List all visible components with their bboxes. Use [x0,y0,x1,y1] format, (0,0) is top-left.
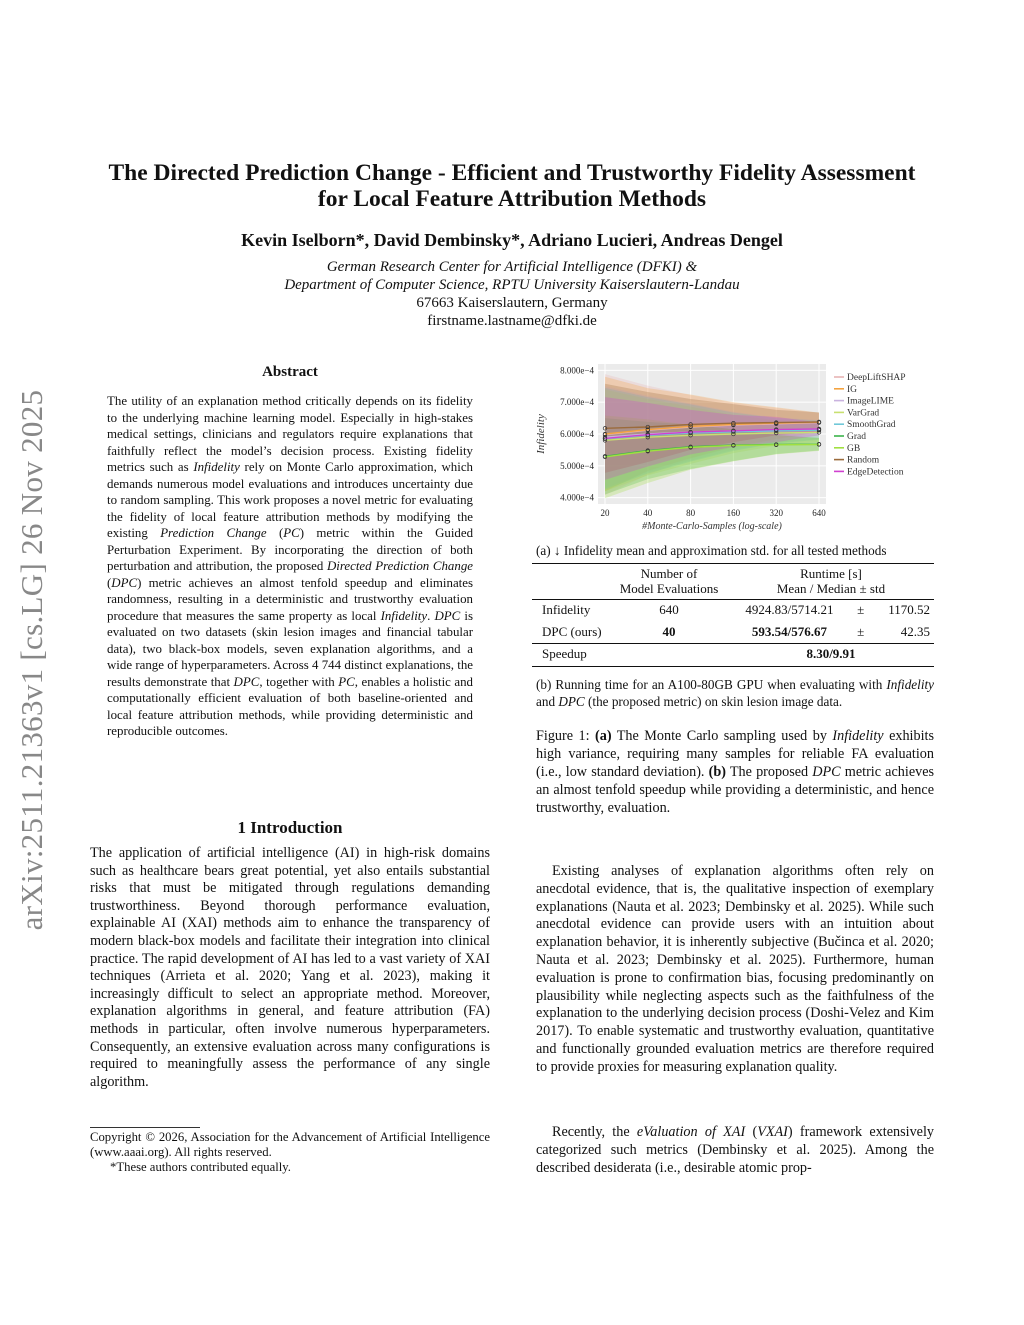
abstract-text: The utility of an explanation method critically depends on its fidelity to the underlying machine learning model. Especially in high-stakes medical settings, clinicians and regulators require explanations that faithfully reflect the model’s decision process. Existing fidelity metrics such as Infidelity rely on Monte Carlo approximation, which demands numerous model evaluations and introduces uncertainty due to random sampling. This work proposes a novel metric for evaluating the fidelity of local feature attribution methods by modifying the existing Prediction Change (PC) metric within the Guided Perturbation Experiment. By incorporating the direction of both perturbation and attribution, the proposed Directed Prediction Change (DPC) metric achieves an almost tenfold speedup and eliminates randomness, resulting in a deterministic and trustworthy evaluation procedure that measures the same property as local Infidelity. DPC is evaluated on two datasets (skin lesion images and financial tabular data), two black-box models, seven explanation algorithms, and a wide range of hyperparameters. Across 4 744 distinct explanations, the results demonstrate that DPC, together with PC, enables a holistic and computationally efficient evaluation of both baseline-oriented and local feature attribution methods, while providing deterministic and reproducible outcomes. [107,394,474,738]
intro-heading: 1 Introduction [237,818,343,837]
footnote-rule [90,1127,200,1128]
y-tick-label: 8.000e−4 [560,365,594,376]
figure-caption: Figure 1: (a) The Monte Carlo sampling used by Infidelity exhibits high variance, requiring many samples for reliable FA evaluation (i.e., low standard deviation). (b) The proposed DPC metric achieves an almost tenfold speedup while providing a deterministic, and hence trustworthy, evaluation. [536,728,935,816]
footnote: Copyright © 2026, Association for the Advancement of Artificial Intelligence (www.aaai.org). All rights reserved. *These authors contributed equally. [90,1130,490,1174]
legend-entry: Random [847,455,880,466]
y-tick-label: 4.000e−4 [560,492,594,503]
x-tick-label: 320 [769,508,783,518]
intro-text: The application of artificial intelligence (AI) in high-risk domains such as healthcare bears great potential, yet also entails substantial risks that must be mitigated through regulations demanding trustworthiness. Beyond thorough performance evaluation, explainable AI (XAI) methods aim to enhance the transparency of modern black-box models and facilitate their integration into clinical practice. The rapid development of AI has led to a vast variety of XAI techniques (Arrieta et al. 2020; Yang et al. 2023), making it increasingly difficult to select an appropriate method. Moreover, explanation algorithms in general, and feature attribution (FA) methods in particular, often involve numerous hyperparameters. Consequently, an extensive evaluation across many configurations is required to meaningfully assess the performance of any single algorithm. [90,845,490,1090]
x-tick-label: 160 [726,508,741,518]
legend-entry: VarGrad [847,408,880,419]
runtime-table [532,563,934,665]
affiliation: German Research Center for Artificial Intelligence (DFKI) & Department of Computer Science, RPTU University Kaiserslautern-Landau 67663 Kaiserslautern, Germany firstname.lastname@dfki.de [284,259,740,329]
legend-entry: SmoothGrad [847,420,896,431]
caption-a: (a) ↓ Infidelity mean and approximation std. for all tested methods [536,543,887,558]
y-tick-label: 5.000e−4 [560,460,594,471]
abstract-heading: Abstract [262,364,318,380]
x-tick-label: 20 [600,508,610,518]
table-row-speedup: Speedup 8.30/9.91 [542,646,856,661]
arxiv-watermark: arXiv:2511.21363v1 [cs.LG] 26 Nov 2025 [14,389,49,931]
right-paragraph-2: Recently, the eValuation of XAI (VXAI) framework extensively categorized such metrics (Dembinsky et al. 2025). Among the described desiderata (i.e., desirable atomic prop- [536,1124,935,1176]
legend-entry: IG [847,384,858,395]
table-row: DPC (ours) 40 593.54/576.67 ± 42.35 [542,624,930,639]
legend-entry: GB [847,443,861,454]
right-paragraph-1: Existing analyses of explanation algorithms often rely on anecdotal evidence, that is, the qualitative inspection of exemplary explanations (Nauta et al. 2023; Dembinsky et al. 2025). While such anecdotal evidence can provide users with an intuition about explanation behavior, it is inherently subjective (Bučinca et al. 2020; Nauta et al. 2023; Dembinsky et al. 2025). Furthermore, human evaluation is prone to confirmation bias, focusing predominantly on plausibility while neglecting aspects such as the faithfulness of the explanation to the underlying decision process (Doshi-Velez and Kim 2017). To enable systematic and trustworthy evaluation, quantitative and functionally grounded evaluation metrics are therefore required to provide proxies for measuring explanation quality. [536,863,934,1075]
x-tick-label: 80 [686,508,696,518]
y-axis-label: Infidelity [535,414,547,454]
legend-entry: ImageLIME [847,396,894,407]
caption-b: (b) Running time for an A100-80GB GPU when evaluating with Infidelity and DPC (the proposed metric) on skin lesion image data. [536,677,934,709]
table-row: Infidelity 640 4924.83/5714.21 ± 1170.52 [542,602,930,617]
x-axis-label: #Monte-Carlo-Samples (log-scale) [642,521,782,532]
y-tick-label: 6.000e−4 [560,429,594,439]
x-tick-label: 40 [643,508,653,518]
infidelity-chart [530,356,930,536]
table-header-row: Number of Model Evaluations Runtime [s] Mean / Median ± std [619,566,886,596]
table-rule-bottom [532,666,934,667]
paper-title: The Directed Prediction Change - Efficient and Trustworthy Fidelity Assessment for Local Feature Attribution Methods [108,160,916,212]
legend-entry: Grad [847,432,866,442]
legend-entry: EdgeDetection [847,467,904,478]
authors: Kevin Iselborn*, David Dembinsky*, Adriano Lucieri, Andreas Dengel [241,230,783,250]
legend-entry: DeepLiftSHAP [847,373,906,383]
y-tick-label: 7.000e−4 [560,397,594,408]
x-tick-label: 640 [812,508,826,518]
